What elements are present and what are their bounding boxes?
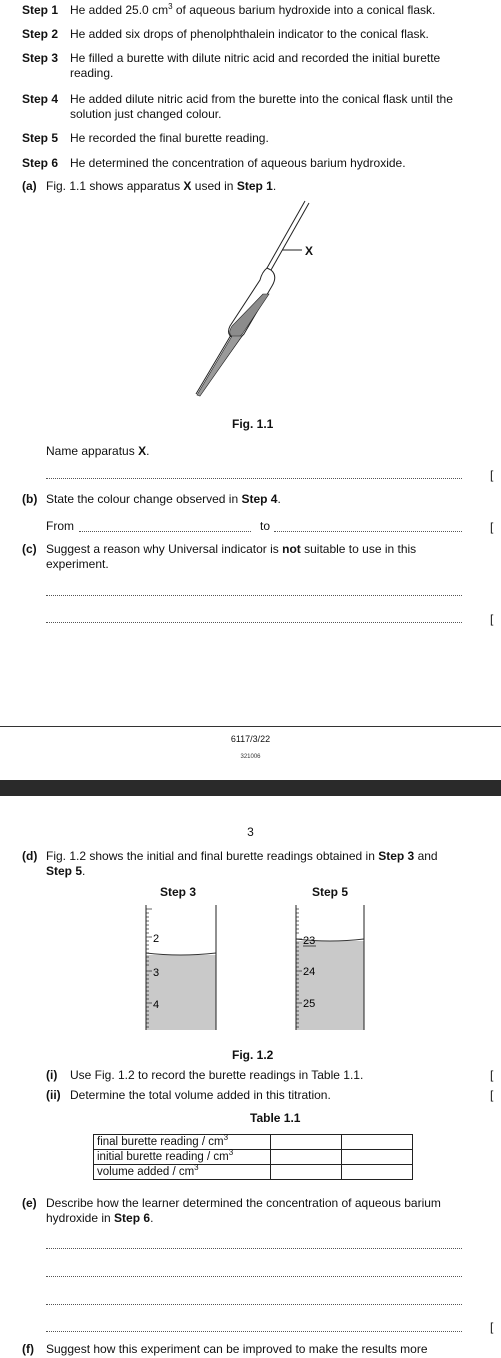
step-6 bbox=[22, 156, 482, 171]
sub-label: (i) bbox=[46, 1068, 58, 1082]
superscript: 3 bbox=[223, 1133, 229, 1142]
prompt-text: Name apparatus bbox=[46, 444, 139, 458]
step-label: Step 2 bbox=[22, 27, 59, 41]
step-label: Step 1 bbox=[22, 3, 59, 17]
question-end: . bbox=[277, 492, 281, 506]
step-label: Step 5 bbox=[22, 131, 59, 145]
mark-bracket: [ bbox=[490, 1320, 494, 1334]
step-ref: Step 4 bbox=[241, 492, 278, 506]
question-d bbox=[22, 849, 482, 879]
question-text: State the colour change observed in bbox=[46, 492, 242, 506]
step-ref: Step 3 bbox=[378, 849, 415, 863]
row-label bbox=[94, 1135, 271, 1150]
sub-text: Determine the total volume added in this titration. bbox=[70, 1088, 331, 1102]
question-text-mid: and bbox=[414, 849, 438, 863]
step-5 bbox=[22, 131, 482, 146]
step-text: He recorded the final burette reading. bbox=[70, 131, 269, 145]
step-text-cont: reading. bbox=[70, 66, 114, 80]
tip-liquid bbox=[197, 336, 242, 396]
question-label: (a) bbox=[22, 179, 37, 193]
question-label: (d) bbox=[22, 849, 38, 863]
fig12-step5-title: Step 5 bbox=[312, 885, 349, 899]
x-ref: X bbox=[138, 444, 147, 458]
row-label bbox=[94, 1150, 271, 1165]
sub-text: Use Fig. 1.2 to record the burette readings in Table 1.1. bbox=[70, 1068, 364, 1082]
step-3 bbox=[22, 51, 482, 81]
step-label: Step 4 bbox=[22, 92, 59, 106]
liquid-fill bbox=[230, 294, 269, 338]
question-e bbox=[22, 1196, 482, 1226]
tick-label: 3 bbox=[153, 967, 160, 979]
answer-cell[interactable] bbox=[271, 1135, 342, 1150]
step-text-cont: solution just changed colour. bbox=[70, 107, 222, 121]
apparatus-label-x: X bbox=[305, 244, 314, 258]
name-apparatus-prompt bbox=[46, 444, 149, 458]
tick-label: 23 bbox=[303, 935, 316, 947]
answer-line-c2[interactable] bbox=[46, 622, 462, 623]
step-label: Step 3 bbox=[22, 51, 59, 65]
table-1-1-title: Table 1.1 bbox=[250, 1111, 301, 1125]
table-row bbox=[94, 1165, 413, 1180]
footer-code: 6117/3/22 bbox=[230, 734, 271, 744]
answer-line-e2[interactable] bbox=[46, 1276, 462, 1277]
step-text: He filled a burette with dilute nitric acid and recorded the initial burette bbox=[70, 51, 441, 65]
step-text: He added dilute nitric acid from the burette into the conical flask until the bbox=[70, 92, 453, 106]
question-d-ii bbox=[46, 1088, 331, 1102]
step-text: He determined the concentration of aqueous barium hydroxide. bbox=[70, 156, 406, 170]
step-ref: Step 5 bbox=[46, 864, 83, 878]
row-label-text: volume added / cm bbox=[97, 1166, 195, 1178]
question-text-end: suitable to use in this bbox=[300, 542, 417, 556]
question-text: Describe how the learner determined the concentration of aqueous barium bbox=[46, 1196, 441, 1210]
mark-bracket: [ bbox=[490, 520, 494, 534]
question-text-mid: used in bbox=[191, 179, 237, 193]
tick-label: 25 bbox=[303, 998, 316, 1010]
step-text: He added 25.0 cm bbox=[70, 3, 169, 17]
question-label: (b) bbox=[22, 492, 38, 506]
question-label: (e) bbox=[22, 1196, 37, 1210]
to-answer-line[interactable] bbox=[274, 531, 462, 532]
question-c bbox=[22, 542, 482, 572]
question-label: (c) bbox=[22, 542, 37, 556]
apparatus-x-ref: X bbox=[183, 179, 192, 193]
to-label: to bbox=[260, 519, 271, 533]
mark-bracket: [ bbox=[490, 1088, 494, 1102]
mark-bracket: [ bbox=[490, 468, 494, 482]
mark-bracket: [ bbox=[490, 612, 494, 626]
question-d-i bbox=[46, 1068, 363, 1082]
answer-line-e4[interactable] bbox=[46, 1331, 462, 1332]
meniscus bbox=[146, 953, 216, 955]
answer-cell[interactable] bbox=[342, 1165, 413, 1180]
row-label bbox=[94, 1165, 271, 1180]
tick-label: 4 bbox=[153, 999, 160, 1011]
page-break-band bbox=[0, 780, 501, 796]
emphasis-not: not bbox=[282, 542, 301, 556]
sub-label: (ii) bbox=[46, 1088, 61, 1102]
mark-bracket: [ bbox=[490, 1068, 494, 1082]
question-text: Fig. 1.2 shows the initial and final burette readings obtained in bbox=[46, 849, 379, 863]
question-text: Suggest a reason why Universal indicator is bbox=[46, 542, 283, 556]
step-text-after: of aqueous barium hydroxide into a conical flask. bbox=[172, 3, 436, 17]
question-end: . bbox=[150, 1211, 154, 1225]
answer-cell[interactable] bbox=[271, 1150, 342, 1165]
answer-line-e3[interactable] bbox=[46, 1304, 462, 1305]
answer-cell[interactable] bbox=[271, 1165, 342, 1180]
fig-1-1-caption: Fig. 1.1 bbox=[232, 417, 274, 431]
question-text-end: . bbox=[272, 179, 277, 193]
tick-label: 24 bbox=[303, 966, 316, 978]
row-label-text: initial burette reading / cm bbox=[97, 1151, 229, 1163]
fig-1-2-caption: Fig. 1.2 bbox=[232, 1048, 274, 1062]
step-1 bbox=[22, 3, 482, 18]
question-end: . bbox=[82, 864, 86, 878]
step-text: He added six drops of phenolphthalein indicator to the conical flask. bbox=[70, 27, 429, 41]
question-text: Fig. 1.1 shows apparatus bbox=[46, 179, 184, 193]
burette-step5 bbox=[290, 905, 370, 1030]
answer-line-c1[interactable] bbox=[46, 595, 462, 596]
answer-line-e1[interactable] bbox=[46, 1248, 462, 1249]
table-1-1 bbox=[93, 1134, 413, 1180]
answer-cell[interactable] bbox=[342, 1135, 413, 1150]
answer-line-a[interactable] bbox=[46, 478, 462, 479]
step-2 bbox=[22, 27, 482, 42]
row-label-text: final burette reading / cm bbox=[97, 1136, 224, 1148]
question-b bbox=[22, 492, 482, 507]
footer-rule bbox=[0, 726, 501, 727]
table-row bbox=[94, 1150, 413, 1165]
superscript: 3 bbox=[194, 1163, 199, 1172]
superscript: 3 bbox=[168, 2, 173, 11]
pipette-figure bbox=[190, 198, 330, 400]
prompt-end: . bbox=[146, 444, 150, 458]
from-answer-line[interactable] bbox=[79, 531, 251, 532]
footer-num: 321006 bbox=[240, 754, 261, 760]
from-label: From bbox=[46, 519, 74, 533]
burette-liquid bbox=[296, 941, 364, 1030]
question-text-cont: hydroxide in bbox=[46, 1211, 115, 1225]
step-4 bbox=[22, 92, 482, 122]
page-number: 3 bbox=[247, 825, 254, 839]
question-f bbox=[22, 1342, 482, 1357]
question-text-cont: experiment. bbox=[46, 557, 109, 571]
question-text: Suggest how this experiment can be improved to make the results more bbox=[46, 1342, 428, 1356]
answer-cell[interactable] bbox=[342, 1150, 413, 1165]
step-ref: Step 6 bbox=[114, 1211, 151, 1225]
question-a bbox=[22, 179, 482, 194]
burette-step3 bbox=[140, 905, 220, 1030]
fig12-step3-title: Step 3 bbox=[160, 885, 197, 899]
table-row bbox=[94, 1135, 413, 1150]
step-ref: Step 1 bbox=[236, 179, 273, 193]
tick-label: 2 bbox=[153, 933, 160, 945]
step-label: Step 6 bbox=[22, 156, 59, 170]
superscript: 3 bbox=[228, 1148, 234, 1157]
question-label: (f) bbox=[22, 1342, 34, 1356]
